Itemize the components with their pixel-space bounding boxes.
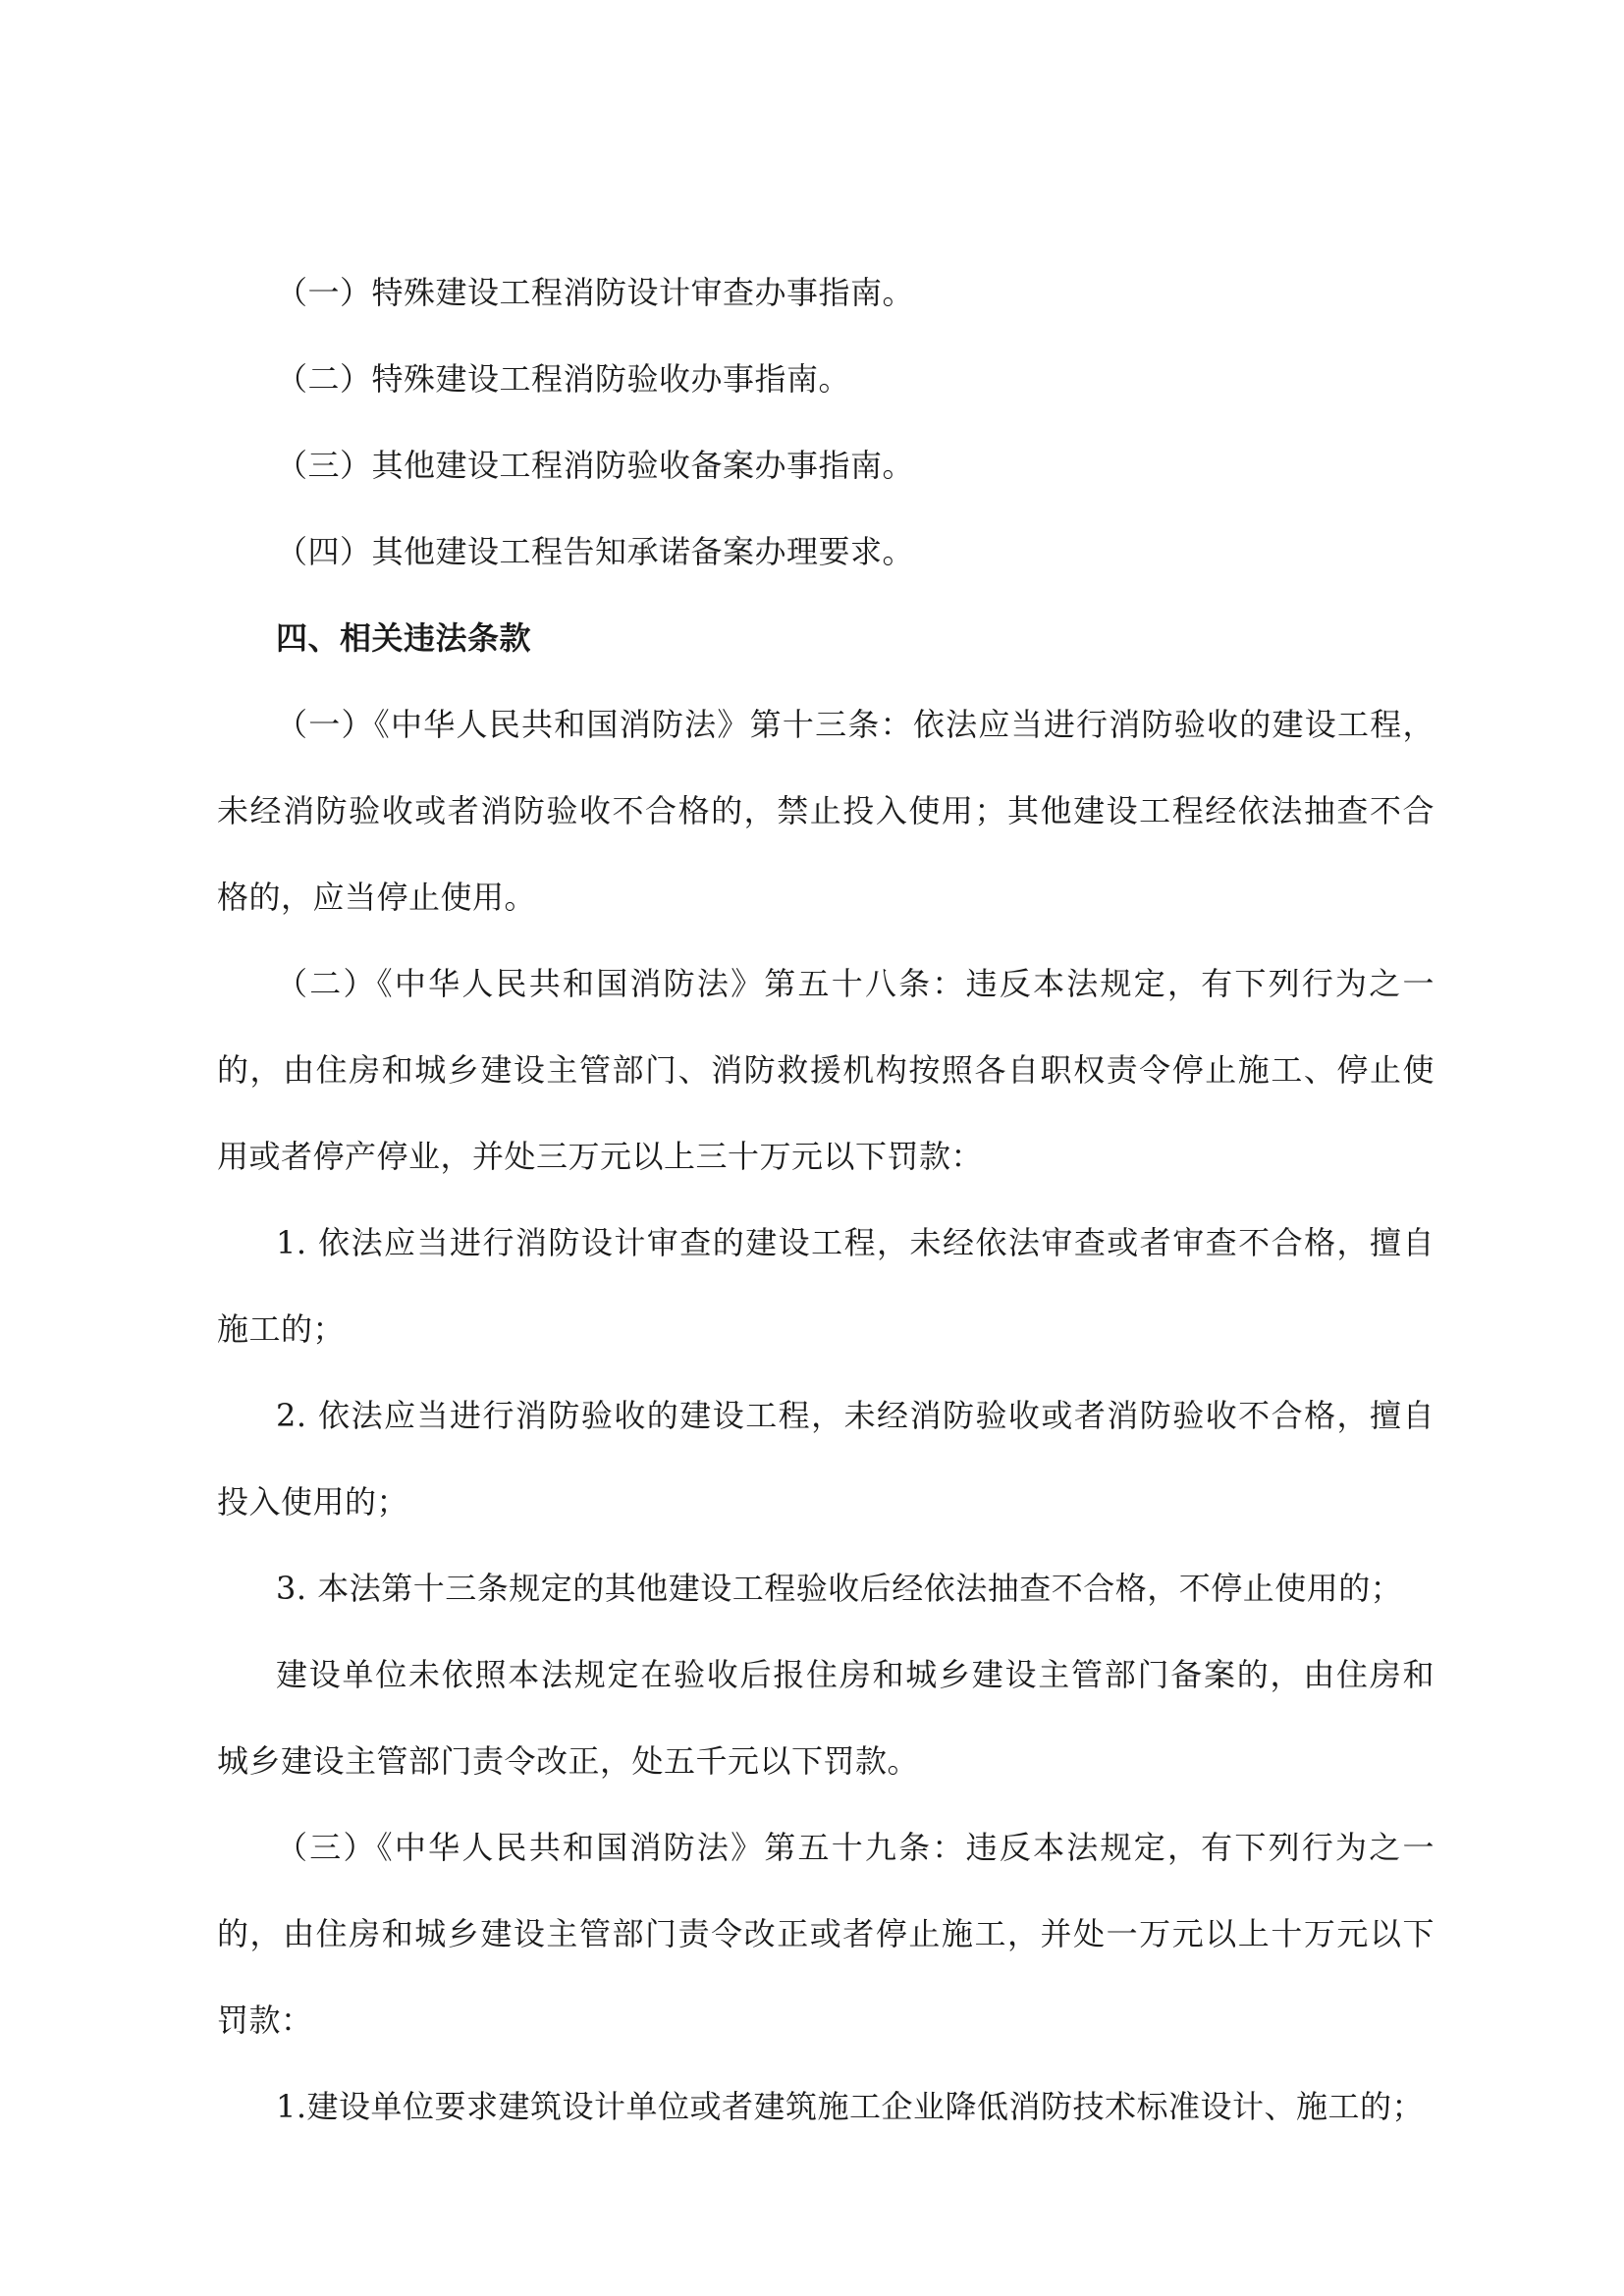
guide-item-4: （四）其他建设工程告知承诺备案办理要求。 xyxy=(276,533,915,570)
paragraph-line: （一）《中华人民共和国消防法》第十三条：依法应当进行消防验收的建设工程， xyxy=(276,706,1435,743)
list-item-line: 2. 依法应当进行消防验收的建设工程，未经消防验收或者消防验收不合格，擅自 xyxy=(276,1397,1435,1434)
paragraph-line: 的，由住房和城乡建设主管部门责令改正或者停止施工，并处一万元以上十万元以下 xyxy=(217,1915,1435,1952)
section-heading: 四、相关违法条款 xyxy=(276,619,532,657)
guide-item-3: （三）其他建设工程消防验收备案办事指南。 xyxy=(276,447,915,484)
list-item-line: 施工的； xyxy=(217,1310,346,1348)
paragraph-line: （三）《中华人民共和国消防法》第五十九条：违反本法规定，有下列行为之一 xyxy=(276,1829,1435,1866)
paragraph-line: （二）《中华人民共和国消防法》第五十八条：违反本法规定，有下列行为之一 xyxy=(276,965,1435,1002)
paragraph-line: 用或者停产停业，并处三万元以上三十万元以下罚款： xyxy=(217,1138,984,1175)
paragraph-line: 罚款： xyxy=(217,2002,313,2039)
paragraph-line: 建设单位未依照本法规定在验收后报住房和城乡建设主管部门备案的，由住房和 xyxy=(276,1656,1435,1693)
list-item-line: 1. 依法应当进行消防设计审查的建设工程，未经依法审查或者审查不合格，擅自 xyxy=(276,1224,1435,1261)
list-item-line: 1.建设单位要求建筑设计单位或者建筑施工企业降低消防技术标准设计、施工的； xyxy=(276,2088,1425,2125)
list-item-line: 3. 本法第十三条规定的其他建设工程验收后经依法抽查不合格，不停止使用的； xyxy=(276,1570,1403,1607)
list-item-line: 投入使用的； xyxy=(217,1483,409,1521)
guide-item-2: （二）特殊建设工程消防验收办事指南。 xyxy=(276,360,851,398)
paragraph-line: 城乡建设主管部门责令改正，处五千元以下罚款。 xyxy=(217,1742,920,1780)
guide-item-1: （一）特殊建设工程消防设计审查办事指南。 xyxy=(276,274,915,311)
paragraph-line: 的，由住房和城乡建设主管部门、消防救援机构按照各自职权责令停止施工、停止使 xyxy=(217,1051,1435,1089)
paragraph-line: 未经消防验收或者消防验收不合格的，禁止投入使用；其他建设工程经依法抽查不合 xyxy=(217,792,1435,829)
paragraph-line: 格的，应当停止使用。 xyxy=(217,879,537,916)
